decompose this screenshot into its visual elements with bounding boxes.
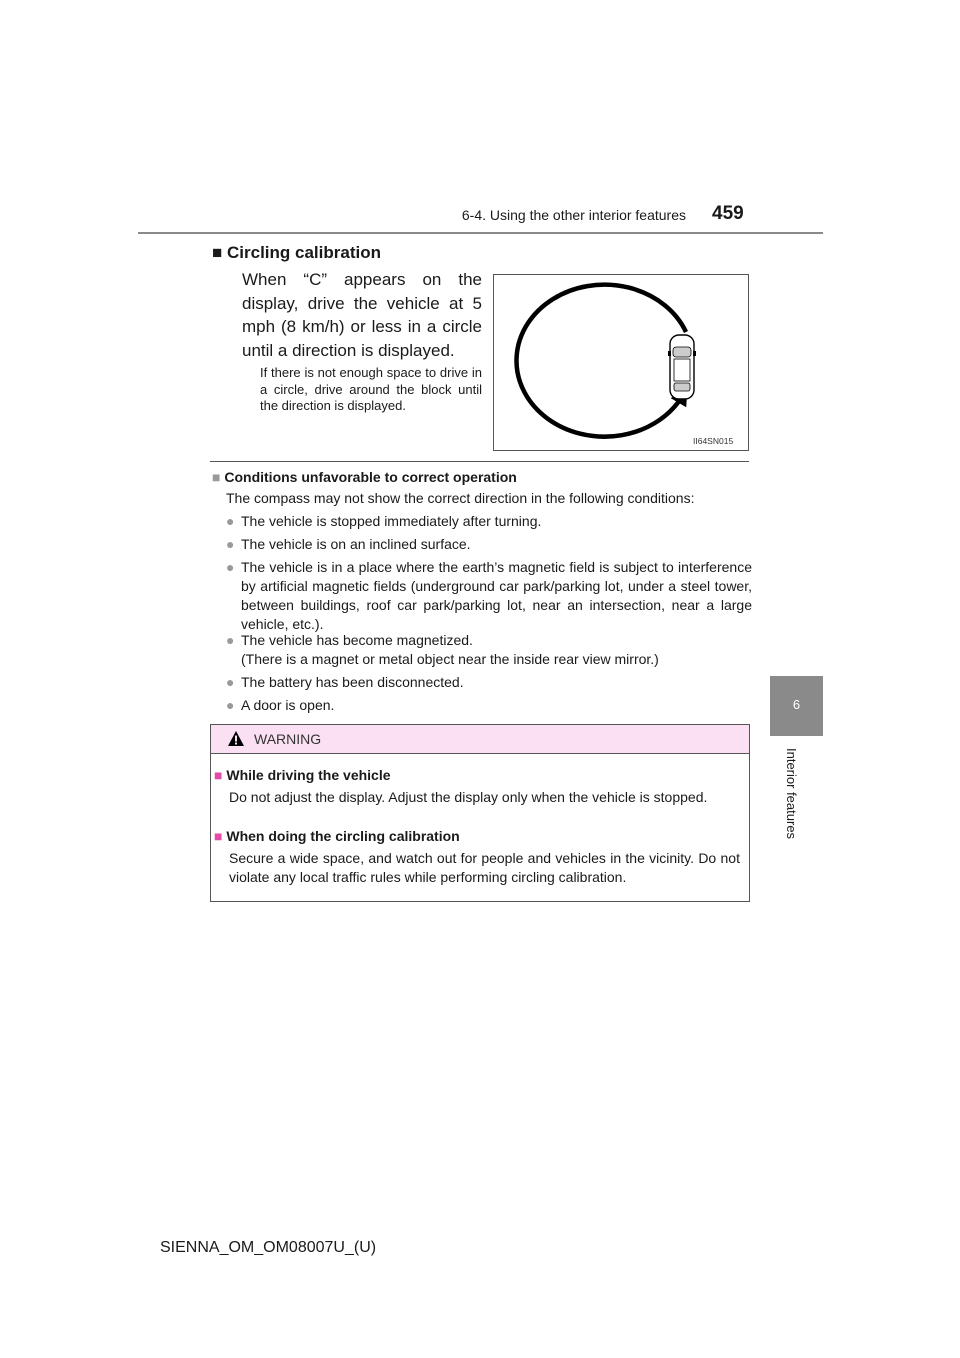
- warning-item-text: Do not adjust the display. Adjust the display only when the vehicle is stopped.: [229, 789, 708, 805]
- square-bullet-icon: ■: [212, 469, 221, 485]
- chapter-number: 6: [792, 697, 801, 712]
- circular-arrow-icon: [516, 285, 686, 437]
- warning-triangle-icon: [227, 730, 245, 752]
- bullet-dot-icon: ●: [226, 697, 235, 713]
- warning-title: WARNING: [254, 731, 322, 747]
- chapter-label: [784, 748, 804, 848]
- conditions-intro: The compass may not show the correct direction in the following conditions:: [226, 490, 695, 506]
- warning-item-heading: ■ While driving the vehicle: [214, 767, 391, 783]
- square-bullet-icon: ■: [214, 828, 223, 844]
- header-rule: [138, 232, 823, 234]
- square-bullet-icon: ■: [212, 243, 223, 262]
- figure-code: II64SN015: [693, 436, 734, 446]
- list-item: ● The battery has been disconnected.: [226, 674, 464, 690]
- bullet-dot-icon: ●: [226, 513, 235, 529]
- bullet-dot-icon: ●: [226, 674, 235, 690]
- chapter-label-text: Interior features: [784, 748, 799, 840]
- list-item: ● The vehicle has become magnetized. (There is a magnet or metal object near the inside rear view mirror.): [226, 632, 659, 667]
- circling-note: If there is not enough space to drive in a circle, drive around the block until the direction is displayed.: [260, 365, 482, 413]
- page-number: 459: [712, 203, 744, 224]
- conditions-heading-text: Conditions unfavorable to correct operation: [224, 469, 517, 485]
- square-bullet-icon: ■: [214, 767, 223, 783]
- warning-item-text: Secure a wide space, and watch out for people and vehicles in the vicinity. Do not violate any local traffic rules while performing circling calibration.: [229, 850, 740, 885]
- circle-path-illustration: [494, 275, 748, 450]
- section-title: 6-4. Using the other interior features: [461, 207, 686, 223]
- bullet-dot-icon: ●: [226, 536, 235, 552]
- list-item: ● The vehicle is in a place where the earth’s magnetic field is subject to interference by artificial magnetic fields (underground car park/parking lot, under a steel tower, between buildings, roof car park/parking lot, near an intersection, near a large vehicle, etc.).: [226, 559, 752, 632]
- section-separator: [210, 461, 749, 462]
- document-id: SIENNA_OM_OM08007U_(U): [160, 1239, 377, 1256]
- circling-body: When “C” appears on the display, drive the vehicle at 5 mph (8 km/h) or less in a circle until a direction is displayed.: [242, 270, 482, 360]
- circling-heading-text: Circling calibration: [227, 243, 381, 262]
- conditions-heading: [212, 469, 517, 485]
- car-top-view-icon: [668, 335, 696, 399]
- circling-heading: [212, 243, 381, 263]
- list-item: ● The vehicle is on an inclined surface.: [226, 536, 471, 552]
- circling-figure: [493, 274, 749, 451]
- bullet-dot-icon: ●: [226, 559, 235, 575]
- list-item: ● The vehicle is stopped immediately after turning.: [226, 513, 542, 529]
- list-item: ● A door is open.: [226, 697, 335, 713]
- warning-item-heading: ■ When doing the circling calibration: [214, 828, 460, 844]
- bullet-dot-icon: ●: [226, 632, 235, 648]
